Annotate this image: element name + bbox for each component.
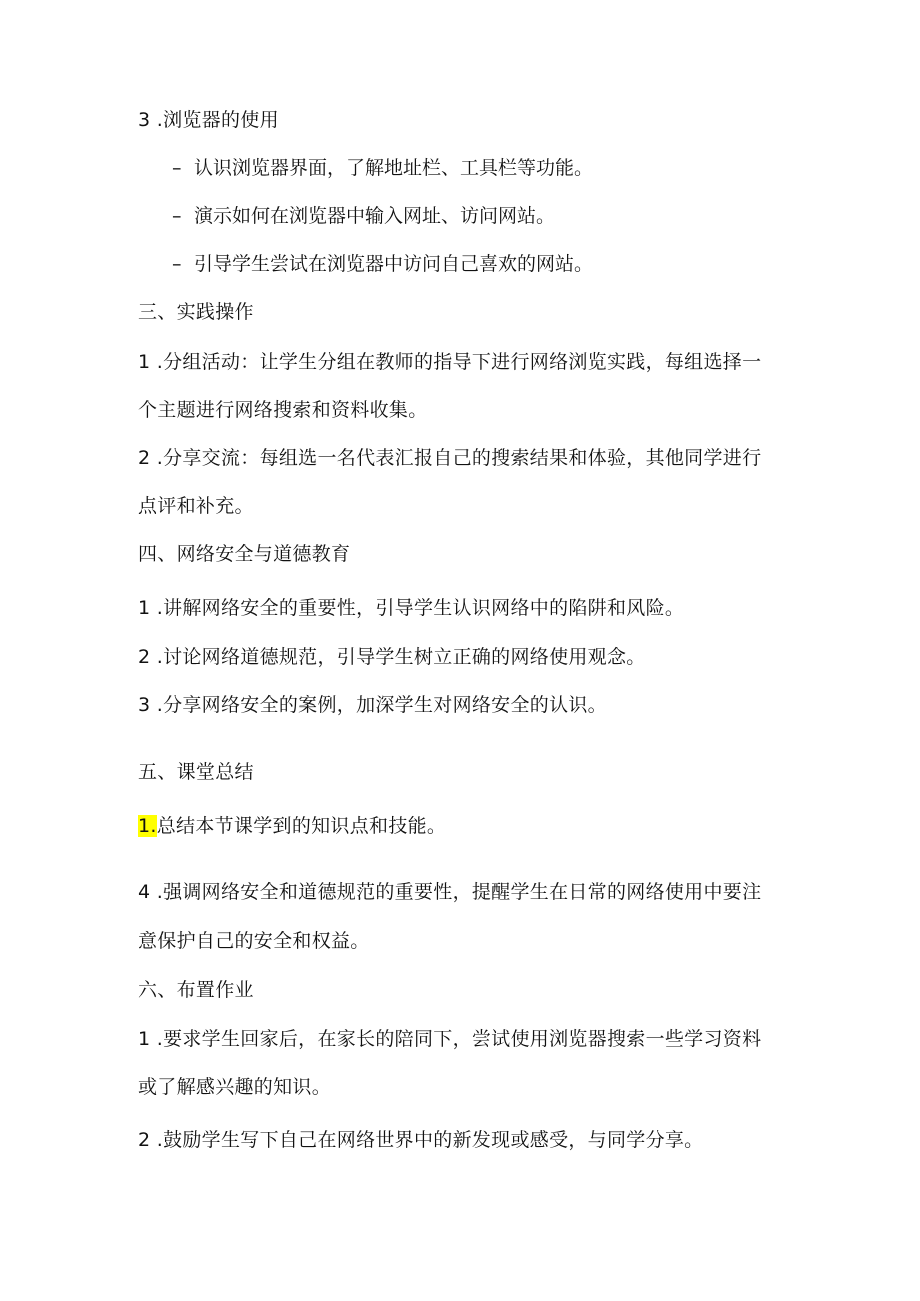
paragraph-line: 意保护自己的安全和权益。: [138, 930, 370, 952]
bullet-item: [172, 252, 593, 276]
section-heading-homework: 六、布置作业: [138, 979, 254, 1001]
paragraph-line: 4 .强调网络安全和道德规范的重要性，提醒学生在日常的网络使用中要注: [138, 881, 762, 903]
section-heading-summary: 五、课堂总结: [138, 761, 254, 783]
bullet-item: [172, 204, 555, 228]
bullet-dash: –: [172, 253, 182, 275]
paragraph-line: 2 .鼓励学生写下自己在网络世界中的新发现或感受，与同学分享。: [138, 1129, 704, 1151]
paragraph-line: [138, 814, 446, 838]
paragraph-line: 个主题进行网络搜索和资料收集。: [138, 399, 428, 421]
section-heading-practice: 三、实践操作: [138, 301, 254, 323]
paragraph-line: 3 .分享网络安全的案例，加深学生对网络安全的认识。: [138, 694, 607, 716]
section-heading-safety: 四、网络安全与道德教育: [138, 543, 351, 565]
bullet-text: 演示如何在浏览器中输入网址、访问网站。: [194, 205, 556, 227]
bullet-dash: –: [172, 205, 182, 227]
paragraph-line: 1 .分组活动：让学生分组在教师的指导下进行网络浏览实践，每组选择一: [138, 351, 762, 373]
bullet-text: 认识浏览器界面，了解地址栏、工具栏等功能。: [194, 157, 594, 179]
paragraph-line: 1 .要求学生回家后，在家长的陪同下，尝试使用浏览器搜索一些学习资料: [138, 1028, 762, 1050]
highlighted-number: 1.: [138, 815, 157, 837]
paragraph-line: 2 .讨论网络道德规范，引导学生树立正确的网络使用观念。: [138, 646, 646, 668]
paragraph-line: 2 .分享交流：每组选一名代表汇报自己的搜索结果和体验，其他同学进行: [138, 447, 762, 469]
paragraph-line: 或了解感兴趣的知识。: [138, 1076, 332, 1098]
paragraph-line: 1 .讲解网络安全的重要性，引导学生认识网络中的陷阱和风险。: [138, 597, 685, 619]
bullet-text: 引导学生尝试在浏览器中访问自己喜欢的网站。: [194, 253, 594, 275]
item-browser-use: 3 .浏览器的使用: [138, 109, 279, 131]
paragraph-text: 总结本节课学到的知识点和技能。: [156, 815, 447, 837]
bullet-dash: –: [172, 157, 182, 179]
bullet-item: [172, 156, 593, 180]
paragraph-line: 点评和补充。: [138, 495, 254, 517]
